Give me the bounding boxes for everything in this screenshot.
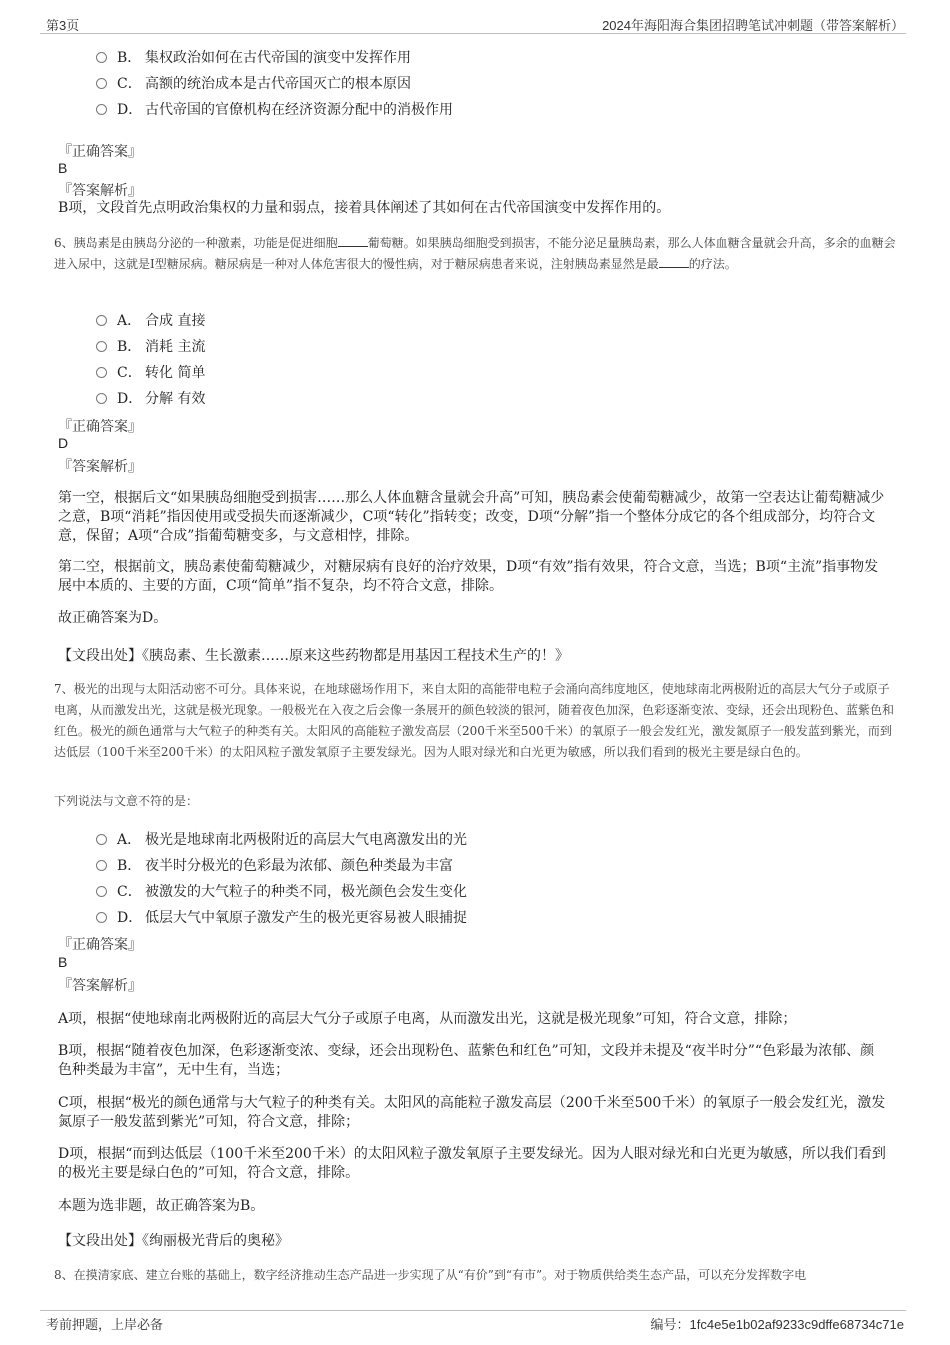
q7-answer: B	[58, 954, 68, 970]
q6-answer-label: 『正确答案』	[58, 419, 142, 435]
radio-icon[interactable]	[96, 393, 107, 404]
q5-analysis: B项，文段首先点明政治集权的力量和弱点，接着具体阐述了其如何在古代帝国演变中发挥作用的。	[58, 200, 671, 216]
q6-option-c[interactable]: C． 转化 简单	[96, 362, 205, 382]
q5-answer: B	[58, 160, 68, 176]
q7-stem: 7、极光的出现与太阳活动密不可分。具体来说，在地球磁场作用下，来自太阳的高能带电粒子会涌向高纬度地区，使地球南北两极附近的高层大气分子或原子电离，从而激发出光，这就是极光现象。一般极光在入夜之后会像一条展开的颜色较淡的银河，随着夜色加深，色彩逐渐变浓、变绿，还会出现粉色、蓝紫色和红色。极光的颜色通常与大气粒子的种类有关。太阳风的高能粒子激发高层（200千米至500千米）的氧原子一般会发红光，激发氮原子一般发蓝到紫光，而到达低层（100千米至200千米）的太阳风粒子激发氧原子主要发绿光。因为人眼对绿光和白光更为敏感，所以我们看到的极光主要是绿白色的。	[54, 682, 895, 759]
radio-icon[interactable]	[96, 860, 107, 871]
q8-stem: 8、在摸清家底、建立台账的基础上，数字经济推动生态产品进一步实现了从“有价”到“有市”。对于物质供给类生态产品，可以充分发挥数字电	[54, 1268, 807, 1282]
q6-analysis-2: 第二空，根据前文，胰岛素使葡萄糖减少，对糖尿病有良好的治疗效果，D项“有效”指有效果，符合文意，当选；B项“主流”指事物发展中本质的、主要的方面，C项“简单”指不复杂，均不符合文意，排除。	[58, 559, 879, 594]
q6-source: 【文段出处】《胰岛素、生长激素……原来这些药物都是用基因工程技术生产的！》	[58, 648, 569, 664]
radio-icon[interactable]	[96, 367, 107, 378]
radio-icon[interactable]	[96, 52, 107, 63]
q7-option-a[interactable]: A． 极光是地球南北两极附近的高层大气电离激发出的光	[96, 829, 467, 849]
q7-conclusion: 本题为选非题，故正确答案为B。	[58, 1198, 265, 1214]
q6-option-d[interactable]: D． 分解 有效	[96, 388, 205, 408]
q7-option-b[interactable]: B． 夜半时分极光的色彩最为浓郁、颜色种类最为丰富	[96, 855, 453, 875]
radio-icon[interactable]	[96, 78, 107, 89]
q7-analysis-label: 『答案解析』	[58, 978, 142, 994]
q5-option-d[interactable]: D． 古代帝国的官僚机构在经济资源分配中的消极作用	[96, 99, 453, 119]
q6-analysis-label: 『答案解析』	[58, 459, 142, 475]
q6-answer: D	[58, 435, 69, 451]
footer-rule	[40, 1310, 906, 1311]
footer-code: 编号：1fc4e5e1b02af9233c9dffe68734c71e	[650, 1317, 904, 1332]
q6-stem: 6、胰岛素是由胰岛分泌的一种激素，功能是促进细胞 葡萄糖。如果胰岛细胞受到损害，不能分泌足量胰岛素，那么人体血糖含量就会升高，多余的血糖会进入尿中，这就是Ⅰ型糖尿病。糖尿病是一种对人体危害很大的慢性病，对于糖尿病患者来说，注射胰岛素显然是最 的疗法。	[54, 236, 896, 271]
radio-icon[interactable]	[96, 104, 107, 115]
q7-analysis-a: A项，根据“使地球南北两极附近的高层大气分子或原子电离，从而激发出光，这就是极光现象”可知，符合文意，排除；	[58, 1011, 797, 1027]
radio-icon[interactable]	[96, 912, 107, 923]
radio-icon[interactable]	[96, 834, 107, 845]
document-title: 2024年海阳海合集团招聘笔试冲刺题（带答案解析）	[602, 18, 904, 33]
q5-option-b[interactable]: B． 集权政治如何在古代帝国的演变中发挥作用	[96, 47, 411, 67]
q7-analysis-d: D项，根据“而到达低层（100千米至200千米）的太阳风粒子激发氧原子主要发绿光。因为人眼对绿光和白光更为敏感，所以我们看到的极光主要是绿白色的”可知，符合文意，排除。	[58, 1146, 886, 1181]
q7-analysis-b: B项，根据“随着夜色加深，色彩逐渐变浓、变绿，还会出现粉色、蓝紫色和红色”可知，文段并未提及“夜半时分”“色彩最为浓郁、颜色种类最为丰富”，无中生有，当选；	[58, 1043, 875, 1078]
radio-icon[interactable]	[96, 341, 107, 352]
q7-analysis-c: C项，根据“极光的颜色通常与大气粒子的种类有关。太阳风的高能粒子激发高层（200千米至500千米）的氧原子一般会发红光，激发氮原子一般发蓝到紫光”可知，符合文意，排除；	[58, 1095, 886, 1130]
radio-icon[interactable]	[96, 886, 107, 897]
footer-slogan: 考前押题，上岸必备	[46, 1317, 164, 1332]
q6-conclusion: 故正确答案为D。	[58, 610, 168, 626]
q7-source: 【文段出处】《绚丽极光背后的奥秘》	[58, 1233, 289, 1249]
blank-line	[338, 234, 368, 247]
q5-answer-label: 『正确答案』	[58, 144, 142, 160]
blank-line	[659, 255, 689, 268]
q5-option-c[interactable]: C． 高额的统治成本是古代帝国灭亡的根本原因	[96, 73, 411, 93]
q7-answer-label: 『正确答案』	[58, 937, 142, 953]
q6-option-b[interactable]: B． 消耗 主流	[96, 336, 205, 356]
q7-option-d[interactable]: D． 低层大气中氧原子激发产生的极光更容易被人眼捕捉	[96, 907, 467, 927]
q6-analysis-1: 第一空，根据后文“如果胰岛细胞受到损害……那么人体血糖含量就会升高”可知，胰岛素会使葡萄糖减少，故第一空表达让葡萄糖减少之意，B项“消耗”指因使用或受损失而逐渐减少，C项“转化”指转变；改变，D项“分解”指一个整体分成它的各个组成部分，均符合文意，保留；A项“合成”指葡萄糖变多，与文意相悖，排除。	[58, 490, 885, 544]
page-number: 第3页	[46, 18, 80, 33]
q6-option-a[interactable]: A． 合成 直接	[96, 310, 205, 330]
header-rule	[40, 33, 906, 34]
radio-icon[interactable]	[96, 315, 107, 326]
q7-option-c[interactable]: C． 被激发的大气粒子的种类不同，极光颜色会发生变化	[96, 881, 467, 901]
q7-prompt: 下列说法与文意不符的是：	[54, 794, 199, 808]
q5-analysis-label: 『答案解析』	[58, 183, 142, 199]
